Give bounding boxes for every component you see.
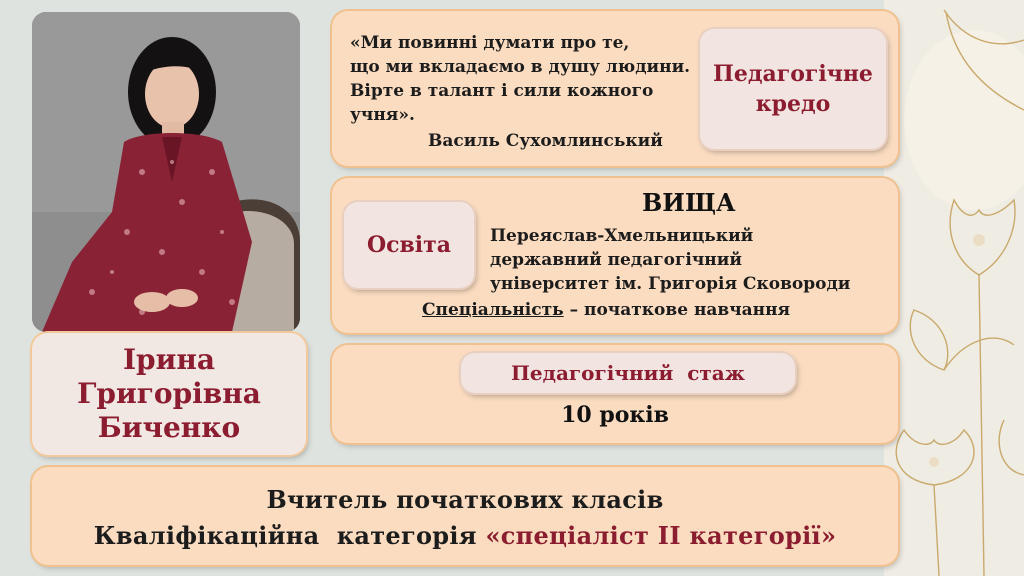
credo-label xyxy=(700,29,886,149)
quote-line: «Ми повинні думати про те, xyxy=(350,33,630,53)
quote-author: Василь Сухомлинський xyxy=(428,131,663,151)
education-panel xyxy=(332,178,898,333)
position-category xyxy=(32,521,898,550)
position-panel xyxy=(32,467,898,565)
quote-line: що ми вкладаємо в душу людини. xyxy=(350,57,691,77)
credo-panel xyxy=(332,11,898,166)
university-line: державний педагогічний xyxy=(490,250,742,270)
quote-line: учня». xyxy=(350,105,415,125)
education-university xyxy=(490,224,880,296)
name-patronymic: Григорівна xyxy=(77,377,261,410)
education-label-text: Освіта xyxy=(366,232,452,258)
specialty-label: Спеціальність xyxy=(422,300,564,320)
experience-panel xyxy=(332,345,898,443)
teacher-name-card xyxy=(32,333,306,455)
university-line: університет ім. Григорія Сковороди xyxy=(490,274,851,294)
category-label: Кваліфікаційна категорія xyxy=(93,521,486,550)
experience-value: 10 років xyxy=(561,402,669,428)
credo-label-text: Педагогічне кредо xyxy=(713,61,873,117)
education-label xyxy=(344,202,474,288)
teacher-photo xyxy=(32,12,300,332)
experience-label xyxy=(461,353,795,393)
credo-quote xyxy=(350,31,705,127)
position-title: Вчитель початкових класів xyxy=(266,485,664,514)
education-level: ВИЩА xyxy=(642,188,736,217)
portrait-image xyxy=(32,12,300,332)
specialty-value: – початкове навчання xyxy=(563,300,791,320)
floral-decoration xyxy=(884,0,1024,576)
name-last: Биченко xyxy=(97,411,241,444)
experience-label-text: Педагогічний стаж xyxy=(511,361,745,385)
university-line: Переяслав-Хмельницький xyxy=(490,226,754,246)
name-first: Ірина xyxy=(122,343,216,376)
quote-line: Вірте в талант і сили кожного xyxy=(350,81,654,101)
category-value: «спеціаліст ІІ категорії» xyxy=(485,521,837,550)
education-specialty xyxy=(422,300,790,320)
